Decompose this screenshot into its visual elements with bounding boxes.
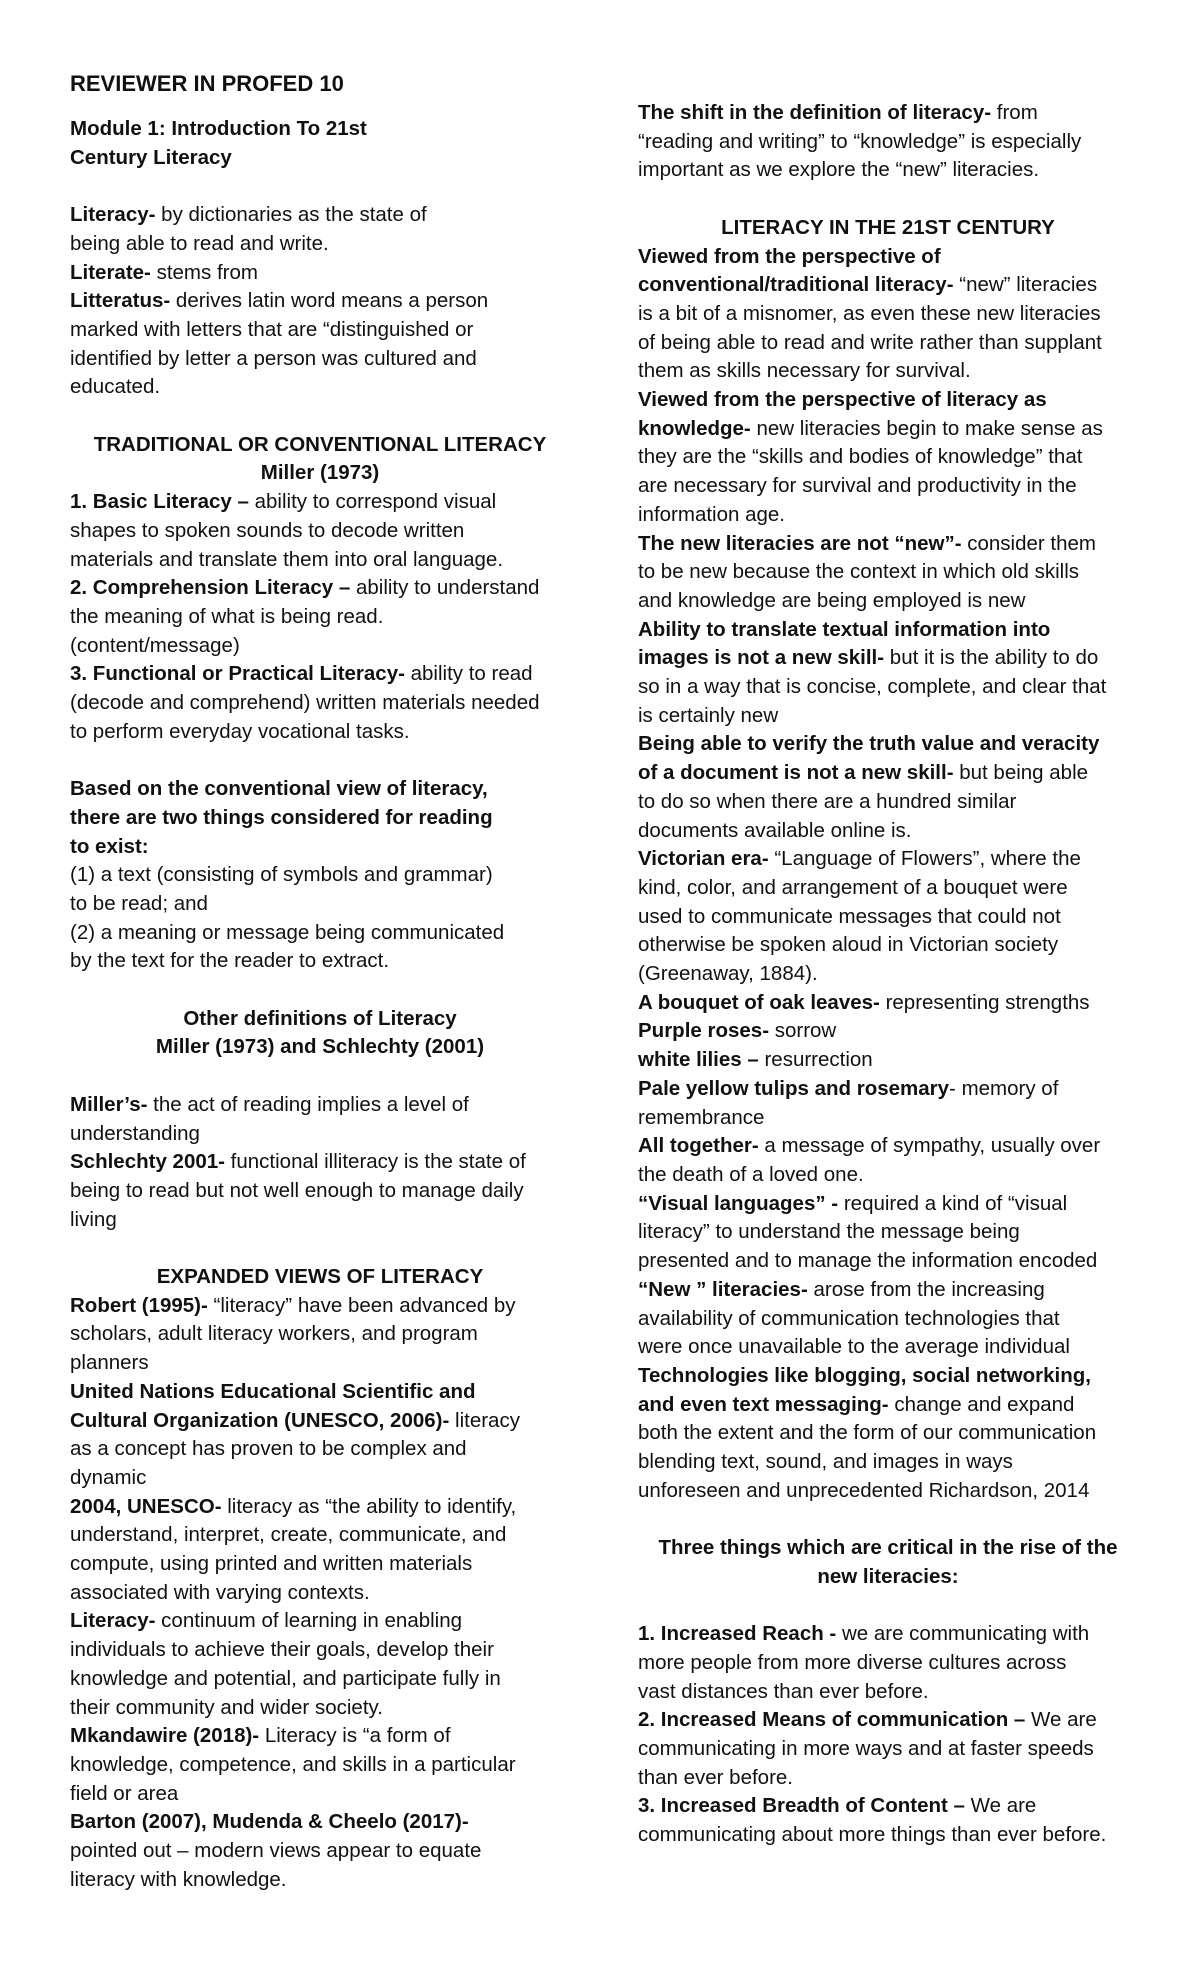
term-label: Robert (1995)-: [70, 1293, 208, 1317]
bold-text-line: Ability to translate textual information into: [638, 617, 1051, 641]
text-line: [70, 861, 570, 890]
bold-text-line: Based on the conventional view of literacy,: [70, 777, 488, 801]
line-text: a message of sympathy, usually over: [758, 1134, 1101, 1158]
line-text: field or area: [70, 1781, 179, 1805]
text-line: [638, 1391, 1138, 1420]
line-text: information age.: [638, 502, 786, 526]
term-label: “New ” literacies-: [638, 1277, 808, 1301]
line-text: new literacies begin to make sense as: [750, 416, 1103, 440]
line-text: shapes to spoken sounds to decode written: [70, 518, 465, 542]
term-label: white lilies –: [638, 1048, 759, 1072]
term-label: Literacy-: [70, 1609, 156, 1633]
text-line: [638, 558, 1138, 587]
term-label: conventional/traditional literacy-: [638, 273, 954, 297]
line-text: ability to correspond visual: [248, 490, 497, 514]
line-text: being able to read and write.: [70, 231, 329, 255]
line-text: - memory of: [949, 1076, 1059, 1100]
term-label: and even text messaging-: [638, 1392, 889, 1416]
text-line: [638, 1305, 1138, 1334]
text-line: [70, 890, 570, 919]
section-heading: EXPANDED VIEWS OF LITERACY: [156, 1265, 484, 1289]
text-line: [638, 759, 1138, 788]
text-line: [638, 960, 1138, 989]
text-line: [638, 845, 1138, 874]
line-text: required a kind of “visual: [838, 1191, 1068, 1215]
line-text: we are communicating with: [836, 1622, 1090, 1646]
line-text: being to read but not well enough to manage daily: [70, 1178, 524, 1202]
line-text: the meaning of what is being read.: [70, 604, 384, 628]
line-text: vast distances than ever before.: [638, 1679, 929, 1703]
text-line: [70, 1694, 570, 1723]
line-text: knowledge, competence, and skills in a particular: [70, 1752, 516, 1776]
line-text: ability to understand: [350, 576, 540, 600]
line-text: understanding: [70, 1121, 200, 1145]
line-text: (content/message): [70, 633, 240, 657]
text-line: [638, 1218, 1138, 1247]
text-line: [638, 1046, 1138, 1075]
text-line: [638, 1276, 1138, 1305]
line-text: resurrection: [758, 1048, 873, 1072]
paragraph-spacer: [70, 172, 570, 201]
line-text: otherwise be spoken aloud in Victorian society: [638, 933, 1059, 957]
line-text: stems from: [150, 260, 258, 284]
text-line: [638, 472, 1138, 501]
line-text: availability of communication technologies that: [638, 1306, 1060, 1330]
text-line: [638, 530, 1138, 559]
text-line: [70, 1320, 570, 1349]
paragraph-spacer: [70, 1062, 570, 1091]
line-text: living: [70, 1207, 117, 1231]
line-text: and knowledge are being employed is new: [638, 588, 1026, 612]
line-text: We are: [1025, 1708, 1097, 1732]
bold-text-line: to exist:: [70, 834, 149, 858]
line-text: scholars, adult literacy workers, and program: [70, 1322, 478, 1346]
text-line: [70, 201, 570, 230]
text-line: [70, 287, 570, 316]
line-text: compute, using printed and written materials: [70, 1552, 473, 1576]
line-text: but it is the ability to do: [884, 646, 1099, 670]
text-line: [70, 345, 570, 374]
text-line: [638, 501, 1138, 530]
text-line: [638, 1075, 1138, 1104]
paragraph-spacer: [638, 185, 1138, 214]
line-text: consider them: [961, 531, 1096, 555]
text-line: [70, 660, 570, 689]
term-label: Mkandawire (2018)-: [70, 1724, 260, 1748]
text-line: [70, 1148, 570, 1177]
text-line: [638, 1649, 1138, 1678]
term-label: Cultural Organization (UNESCO, 2006)-: [70, 1408, 450, 1432]
text-line: [70, 718, 570, 747]
text-line: [70, 1722, 570, 1751]
text-line: [70, 1120, 570, 1149]
text-line: [638, 1821, 1138, 1850]
line-text: were once unavailable to the average individual: [638, 1335, 1070, 1359]
line-text: (decode and comprehend) written materials needed: [70, 691, 540, 715]
line-text: “Language of Flowers”, where the: [768, 847, 1081, 871]
line-text: change and expand: [888, 1392, 1075, 1416]
text-line: [70, 1607, 570, 1636]
text-line: [638, 931, 1138, 960]
line-text: unforeseen and unprecedented Richardson, 2014: [638, 1478, 1090, 1502]
line-text: associated with varying contexts.: [70, 1580, 370, 1604]
term-label: Pale yellow tulips and rosemary: [638, 1076, 950, 1100]
section-heading: Other definitions of Literacy: [183, 1006, 457, 1030]
line-text: planners: [70, 1351, 149, 1375]
text-line: [70, 316, 570, 345]
text-line: [70, 1579, 570, 1608]
left-column: [70, 115, 570, 1895]
text-line: [638, 1419, 1138, 1448]
line-text: more people from more diverse cultures across: [638, 1650, 1067, 1674]
text-line: [638, 300, 1138, 329]
term-label: Litteratus-: [70, 289, 171, 313]
line-text: literacy: [449, 1408, 520, 1432]
text-line: [638, 271, 1138, 300]
line-text: used to communicate messages that could not: [638, 904, 1061, 928]
line-text: as a concept has proven to be complex and: [70, 1437, 467, 1461]
text-line: [70, 1435, 570, 1464]
text-line: [638, 817, 1138, 846]
text-line: [638, 1104, 1138, 1133]
paragraph-spacer: [638, 1505, 1138, 1534]
text-line: [70, 1550, 570, 1579]
text-line: [70, 1780, 570, 1809]
text-line: [638, 156, 1138, 185]
line-text: so in a way that is concise, complete, and clear that: [638, 675, 1107, 699]
line-text: documents available online is.: [638, 818, 912, 842]
paragraph-spacer: [70, 976, 570, 1005]
line-text: important as we explore the “new” literacies.: [638, 158, 1040, 182]
term-label: Literate-: [70, 260, 151, 284]
line-text: dynamic: [70, 1465, 147, 1489]
text-line: [638, 1247, 1138, 1276]
line-text: from: [991, 101, 1038, 124]
line-text: are necessary for survival and productivity in the: [638, 474, 1077, 498]
text-line: [70, 632, 570, 661]
text-line: [70, 1866, 570, 1895]
text-line: [638, 1333, 1138, 1362]
text-line: [70, 1407, 570, 1436]
line-text: individuals to achieve their goals, develop their: [70, 1638, 494, 1662]
paragraph-spacer: [70, 746, 570, 775]
term-label: Literacy-: [70, 203, 156, 227]
text-line: [638, 443, 1138, 472]
text-line: [638, 1678, 1138, 1707]
line-text: the death of a loved one.: [638, 1163, 864, 1186]
bold-text-line: Barton (2007), Mudenda & Cheelo (2017)-: [70, 1810, 469, 1834]
line-text: “new” literacies: [953, 273, 1098, 297]
section-heading: TRADITIONAL OR CONVENTIONAL LITERACY: [93, 432, 547, 456]
text-line: [70, 1493, 570, 1522]
line-text: (2) a meaning or message being communicated: [70, 920, 505, 944]
line-text: literacy as “the ability to identify,: [221, 1494, 517, 1518]
line-text: than ever before.: [638, 1765, 793, 1789]
line-text: (Greenaway, 1884).: [638, 962, 818, 986]
text-line: [70, 488, 570, 517]
text-line: [70, 259, 570, 288]
term-label: Schlechty 2001-: [70, 1150, 225, 1174]
line-text: communicating in more ways and at faster speeds: [638, 1737, 1094, 1761]
text-line: [70, 603, 570, 632]
bold-text-line: Viewed from the perspective of: [638, 244, 941, 268]
text-line: [638, 587, 1138, 616]
text-line: [638, 415, 1138, 444]
line-text: materials and translate them into oral language.: [70, 547, 504, 571]
line-text: to be read; and: [70, 891, 208, 915]
text-line: [638, 1620, 1138, 1649]
text-line: [70, 1206, 570, 1235]
text-line: [70, 1464, 570, 1493]
text-line: [70, 373, 570, 402]
paragraph-spacer: [638, 1592, 1138, 1621]
text-line: [70, 1177, 570, 1206]
line-text: but being able: [953, 761, 1089, 785]
term-label: of a document is not a new skill-: [638, 761, 954, 785]
line-text: ability to read: [404, 662, 533, 686]
text-line: [70, 517, 570, 546]
right-column: [638, 99, 1138, 1850]
text-line: [638, 99, 1138, 128]
bold-text-line: Module 1: Introduction To 21st: [70, 117, 367, 140]
line-text: continuum of learning in enabling: [155, 1609, 463, 1633]
term-label: 1. Increased Reach -: [638, 1622, 837, 1646]
bold-text-line: there are two things considered for reading: [70, 805, 493, 829]
term-label: 2. Increased Means of communication –: [638, 1708, 1026, 1732]
text-line: [70, 689, 570, 718]
term-label: 3. Functional or Practical Literacy-: [70, 662, 405, 686]
term-label: 1. Basic Literacy –: [70, 490, 249, 514]
line-text: derives latin word means a person: [170, 289, 489, 313]
term-label: Purple roses-: [638, 1019, 770, 1043]
text-line: [638, 1161, 1138, 1190]
text-line: [638, 1017, 1138, 1046]
term-label: The shift in the definition of literacy-: [638, 101, 992, 124]
text-line: [638, 1706, 1138, 1735]
text-line: [70, 1292, 570, 1321]
text-line: [70, 1521, 570, 1550]
text-line: [638, 1132, 1138, 1161]
line-text: blending text, sound, and images in ways: [638, 1450, 1013, 1474]
text-line: [638, 329, 1138, 358]
line-text: remembrance: [638, 1105, 765, 1129]
term-label: Victorian era-: [638, 847, 769, 871]
paragraph-spacer: [70, 402, 570, 431]
line-text: Literacy is “a form of: [259, 1724, 451, 1748]
text-line: [638, 673, 1138, 702]
text-line: [70, 1837, 570, 1866]
text-line: [70, 546, 570, 575]
term-label: 3. Increased Breadth of Content –: [638, 1794, 965, 1818]
text-line: [70, 1349, 570, 1378]
paragraph-spacer: [70, 1234, 570, 1263]
text-line: [638, 644, 1138, 673]
term-label: A bouquet of oak leaves-: [638, 990, 880, 1014]
term-label: The new literacies are not “new”-: [638, 531, 962, 555]
line-text: identified by letter a person was cultured and: [70, 346, 477, 370]
line-text: representing strengths: [879, 990, 1090, 1014]
text-line: [70, 1636, 570, 1665]
text-line: [638, 874, 1138, 903]
text-line: [638, 903, 1138, 932]
text-line: [638, 989, 1138, 1018]
bold-text-line: Century Literacy: [70, 145, 232, 169]
section-heading: new literacies:: [817, 1564, 959, 1588]
text-line: [70, 230, 570, 259]
section-heading: Miller (1973): [260, 461, 380, 485]
line-text: of being able to read and write rather than supplant: [638, 330, 1102, 354]
line-text: by dictionaries as the state of: [155, 203, 427, 227]
line-text: them as skills necessary for survival.: [638, 359, 971, 383]
line-text: understand, interpret, create, communicate, and: [70, 1523, 507, 1547]
line-text: they are the “skills and bodies of knowledge” that: [638, 445, 1083, 469]
document-title: REVIEWER IN PROFED 10: [70, 71, 344, 96]
bold-text-line: Technologies like blogging, social networking,: [638, 1363, 1091, 1387]
text-line: [638, 702, 1138, 731]
text-line: [638, 1190, 1138, 1219]
line-text: communicating about more things than ever before.: [638, 1823, 1107, 1847]
line-text: both the extent and the form of our communication: [638, 1421, 1097, 1445]
text-line: [70, 1751, 570, 1780]
line-text: the act of reading implies a level of: [147, 1092, 469, 1116]
term-label: knowledge-: [638, 416, 751, 440]
term-label: All together-: [638, 1134, 759, 1158]
line-text: to be new because the context in which old skills: [638, 560, 1080, 584]
text-line: [70, 919, 570, 948]
section-heading: Miller (1973) and Schlechty (2001): [155, 1035, 485, 1059]
line-text: literacy” to understand the message being: [638, 1220, 1020, 1244]
line-text: sorrow: [769, 1019, 837, 1043]
text-line: [638, 128, 1138, 157]
line-text: arose from the increasing: [807, 1277, 1045, 1301]
line-text: literacy with knowledge.: [70, 1867, 287, 1891]
line-text: “literacy” have been advanced by: [207, 1293, 516, 1317]
text-line: [638, 788, 1138, 817]
bold-text-line: Being able to verify the truth value and veracity: [638, 732, 1100, 756]
line-text: marked with letters that are “distinguished or: [70, 317, 474, 341]
text-line: [638, 1448, 1138, 1477]
line-text: is a bit of a misnomer, as even these new literacies: [638, 301, 1101, 325]
term-label: “Visual languages” -: [638, 1191, 839, 1215]
line-text: knowledge and potential, and participate fully in: [70, 1666, 501, 1690]
term-label: Miller’s-: [70, 1092, 148, 1116]
term-label: images is not a new skill-: [638, 646, 885, 670]
line-text: kind, color, and arrangement of a bouquet were: [638, 875, 1068, 899]
text-line: [70, 1665, 570, 1694]
line-text: educated.: [70, 375, 161, 399]
line-text: We are: [964, 1794, 1037, 1818]
text-line: [638, 1477, 1138, 1506]
text-line: [638, 1792, 1138, 1821]
text-line: [70, 947, 570, 976]
line-text: by the text for the reader to extract.: [70, 949, 390, 973]
section-heading: Three things which are critical in the rise of the: [658, 1536, 1118, 1560]
bold-text-line: United Nations Educational Scientific and: [70, 1379, 476, 1403]
bold-text-line: Viewed from the perspective of literacy as: [638, 388, 1047, 412]
line-text: their community and wider society.: [70, 1695, 383, 1719]
text-line: [70, 574, 570, 603]
line-text: to do so when there are a hundred similar: [638, 789, 1017, 813]
line-text: to perform everyday vocational tasks.: [70, 719, 410, 743]
line-text: functional illiteracy is the state of: [224, 1150, 526, 1174]
text-line: [638, 1735, 1138, 1764]
term-label: 2004, UNESCO-: [70, 1494, 222, 1518]
line-text: pointed out – modern views appear to equate: [70, 1839, 482, 1863]
line-text: (1) a text (consisting of symbols and grammar): [70, 863, 493, 887]
text-line: [70, 1091, 570, 1120]
term-label: 2. Comprehension Literacy –: [70, 576, 351, 600]
line-text: presented and to manage the information encoded: [638, 1249, 1098, 1273]
line-text: “reading and writing” to “knowledge” is especially: [638, 129, 1082, 153]
line-text: is certainly new: [638, 703, 779, 727]
section-heading: LITERACY IN THE 21ST CENTURY: [721, 215, 1055, 239]
text-line: [638, 357, 1138, 386]
text-line: [638, 1764, 1138, 1793]
